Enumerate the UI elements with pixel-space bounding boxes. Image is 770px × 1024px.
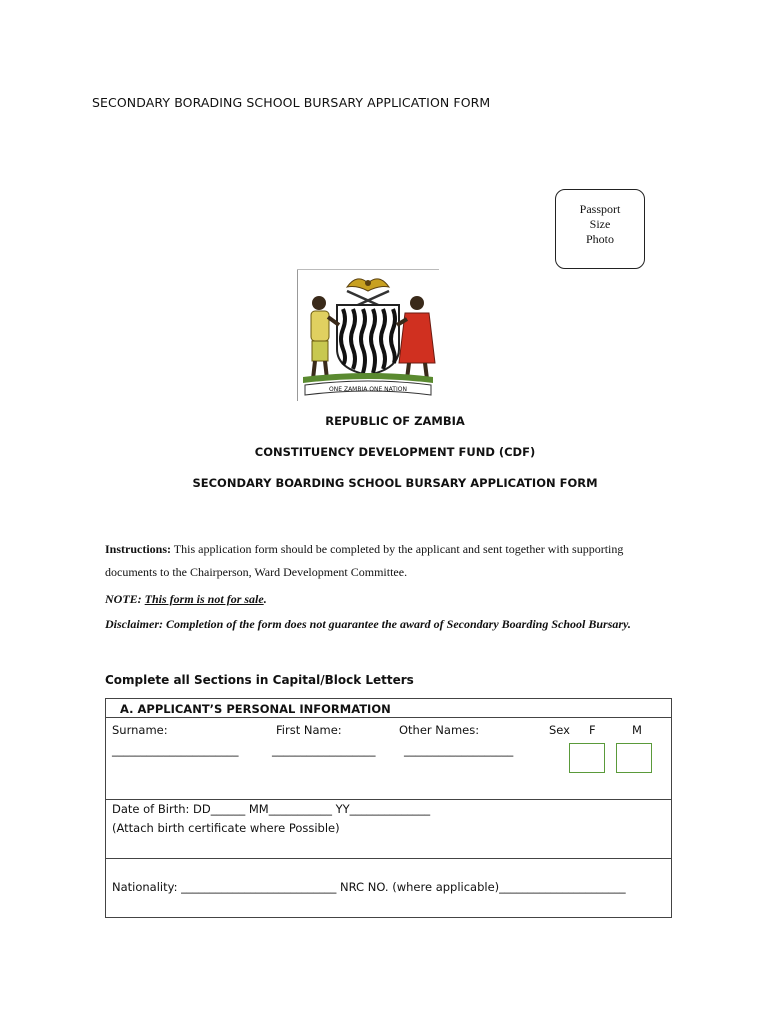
emblem-motto: ONE ZAMBIA ONE NATION (329, 386, 407, 393)
section-a-heading: A. APPLICANT’S PERSONAL INFORMATION (120, 702, 391, 716)
note-text: This form is not for sale (144, 592, 264, 606)
note-line (105, 592, 267, 607)
other-names-label: Other Names: (399, 723, 480, 737)
female-label: F (589, 723, 596, 737)
disclaimer-line: Disclaimer: Completion of the form does not guarantee the award of Secondary Boarding School Bursary. (105, 617, 631, 631)
female-checkbox[interactable] (569, 743, 605, 773)
note-label: NOTE: (105, 592, 145, 606)
male-label: M (632, 723, 642, 737)
birth-certificate-note: (Attach birth certificate where Possible) (112, 821, 340, 835)
fund-title: CONSTITUENCY DEVELOPMENT FUND (CDF) (254, 445, 536, 459)
complete-sections-heading: Complete all Sections in Capital/Block Letters (105, 673, 414, 687)
first-name-blank[interactable]: __________________ (272, 743, 376, 757)
first-name-label: First Name: (276, 723, 342, 737)
other-names-blank[interactable]: ___________________ (404, 743, 514, 757)
male-checkbox[interactable] (616, 743, 652, 773)
coat-of-arms-emblem (297, 269, 439, 401)
surname-blank[interactable]: ______________________ (112, 743, 239, 757)
surname-label: Surname: (112, 723, 168, 737)
photo-box-line-3: Photo (585, 232, 614, 246)
section-a-row-divider-1 (106, 799, 671, 800)
nationality-nrc-line[interactable]: Nationality: ___________________________ NRC NO. (where applicable)______________________ (112, 880, 626, 894)
section-a-row-divider-2 (106, 858, 671, 859)
form-title: SECONDARY BOARDING SCHOOL BURSARY APPLICATION FORM (192, 476, 598, 490)
note-end: . (263, 592, 267, 606)
photo-box-line-1: Passport (579, 202, 621, 216)
instructions-label: Instructions: (105, 542, 172, 556)
section-a-personal-information (105, 698, 672, 918)
document-header-title: SECONDARY BORADING SCHOOL BURSARY APPLICATION FORM (92, 95, 491, 110)
photo-box-line-2: Size (589, 217, 611, 231)
instructions-paragraph (105, 538, 665, 584)
republic-title: REPUBLIC OF ZAMBIA (325, 414, 465, 428)
sex-label: Sex (549, 723, 570, 737)
passport-photo-box (555, 189, 645, 269)
instructions-text: This application form should be completed by the applicant and sent together with supporting documents to the Chairperson, Ward Development Committee. (105, 542, 624, 579)
section-a-heading-divider (106, 717, 671, 718)
date-of-birth-line[interactable]: Date of Birth: DD______ MM___________ YY______________ (112, 802, 431, 816)
